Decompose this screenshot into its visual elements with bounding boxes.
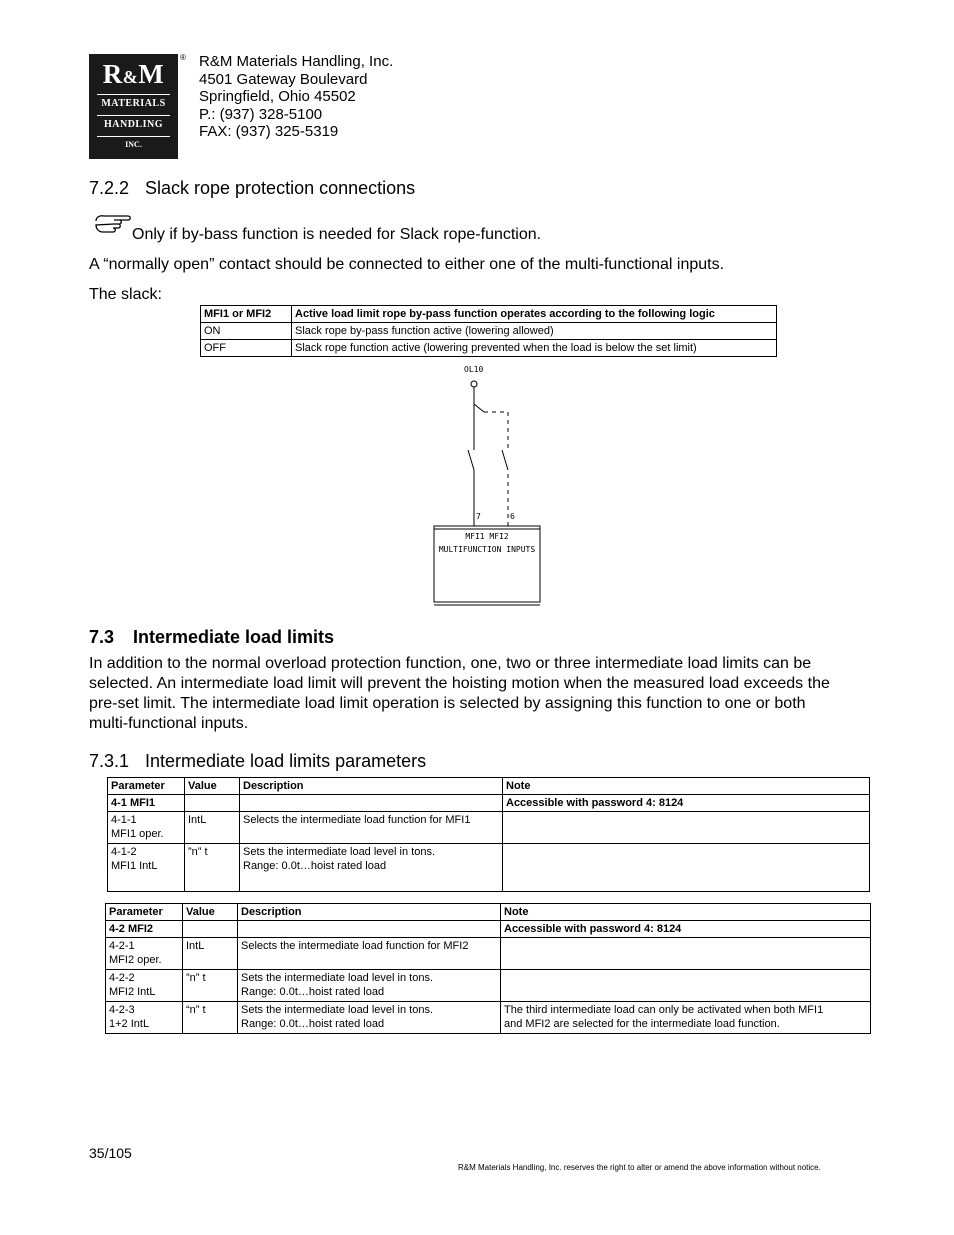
table-cell [503,812,870,844]
registered-mark: ® [180,53,186,62]
footer-notice: R&M Materials Handling, Inc. reserves the right to alter or amend the above information without notice. [458,1163,821,1172]
table-cell: Accessible with password 4: 8124 [501,921,871,938]
table-header-row [106,904,871,921]
section-title: Intermediate load limits parameters [145,751,427,771]
table-cell: Slack rope by-pass function active (lowering allowed) [292,323,777,340]
table-header-row [108,778,870,795]
table-row [106,938,871,970]
param-id: 4-1-1 [111,814,137,826]
logo-inc: INC. [125,140,142,149]
table-cell: Slack rope function active (lowering prevented when the load is below the set limit) [292,340,777,357]
table-cell [106,1002,183,1034]
table-header: Parameter [106,904,183,921]
table-header-row [201,306,777,323]
table-cell: ”n” t [183,970,238,1002]
table-cell [238,1002,501,1034]
logo-materials: MATERIALS [101,98,166,109]
page-number: 35/105 [89,1145,132,1161]
param-name: MFI1 oper. [111,828,164,840]
company-address [199,53,393,141]
paragraph: The slack: [89,286,162,303]
section-title: Intermediate load limits [133,627,335,647]
note-line: and MFI2 are selected for the intermediate load function. [504,1018,780,1030]
table-row [108,795,870,812]
table-header: Note [501,904,871,921]
table-row [201,323,777,340]
table-cell [106,938,183,970]
table-cell [501,938,871,970]
table-row [106,921,871,938]
diagram-label-ol10: OL10 [464,365,484,374]
wiring-diagram [428,362,548,610]
desc-line: Range: 0.0t…hoist rated load [243,860,387,872]
paragraph [89,654,830,734]
address-line: Springfield, Ohio 45502 [199,88,356,105]
table-header: MFI1 or MFI2 [201,306,292,323]
param-id: 4-2-2 [109,972,135,984]
desc-line: Selects the intermediate load function for MFI2 [241,940,469,952]
table-cell [106,970,183,1002]
table-cell: Accessible with password 4: 8124 [503,795,870,812]
table-cell [240,795,503,812]
param-name: MFI1 IntL [111,860,158,872]
table-cell [240,812,503,844]
table-cell [240,844,503,892]
table-cell: 4-2 MFI2 [106,921,183,938]
note-text: Only if by-bass function is needed for Slack rope-function. [132,226,542,243]
table-cell: “n” t [183,1002,238,1034]
note-line: The third intermediate load can only be activated when both MFI1 [504,1004,824,1016]
terminal-label: 7 [476,512,481,521]
desc-line: Sets the intermediate load level in tons. [241,1004,434,1016]
address-line: R&M Materials Handling, Inc. [199,53,394,70]
table-cell [501,970,871,1002]
table-row [108,844,870,892]
paragraph-line: selected. An intermediate load limit will prevent the hoisting motion when the measured load exceeds the [89,675,830,692]
table-cell: IntL [185,812,240,844]
logo-handling: HANDLING [103,119,163,130]
table-cell [185,795,240,812]
box-label: MULTIFUNCTION INPUTS [438,545,536,554]
table-cell [501,1002,871,1034]
table-cell: ”n” t [185,844,240,892]
parameters-table-mfi1 [107,777,870,892]
pointing-hand-icon [94,212,132,234]
table-header: Active load limit rope by-pass function operates according to the following logic [292,306,777,323]
desc-line: Selects the intermediate load function for MFI1 [243,814,471,826]
desc-line: Sets the intermediate load level in tons. [243,846,436,858]
address-line: 4501 Gateway Boulevard [199,70,368,88]
table-row [106,1002,871,1034]
table-header: Description [238,904,501,921]
table-cell [183,921,238,938]
table-header: Value [185,778,240,795]
table-header: Value [183,904,238,921]
address-line: FAX: (937) 325-5319 [199,123,339,140]
table-row [201,340,777,357]
paragraph-line: In addition to the normal overload protection function, one, two or three intermediate load limits can be [89,655,812,672]
desc-line: Range: 0.0t…hoist rated load [241,986,385,998]
box-label: MFI1 MFI2 [465,532,509,541]
table-cell [108,844,185,892]
parameters-table-mfi2 [105,903,871,1034]
switch-link [474,404,484,412]
paragraph-line: pre-set limit. The intermediate load limit operation is selected by assigning this function to one or both [89,695,806,712]
param-id: 4-1-2 [111,846,137,858]
table-header: Note [503,778,870,795]
param-name: 1+2 IntL [109,1018,150,1030]
param-name: MFI2 IntL [109,986,156,998]
desc-line: Range: 0.0t…hoist rated load [241,1018,385,1030]
table-cell: ON [201,323,292,340]
section-number: 7.3.1 [89,751,130,771]
table-header: Description [240,778,503,795]
param-id: 4-2-1 [109,940,135,952]
terminal-label: 6 [510,512,515,521]
terminal-circle [471,381,477,387]
table-row [106,970,871,1002]
table-cell [238,938,501,970]
logo-rm-text: R&M [102,59,165,89]
table-cell [238,921,501,938]
section-title: Slack rope protection connections [145,178,416,198]
table-cell [108,812,185,844]
company-logo [89,54,178,159]
section-number: 7.3 [89,627,115,647]
paragraph-line: multi-functional inputs. [89,715,249,732]
table-cell [503,844,870,892]
section-heading-7-2-2 [89,178,415,199]
table-header: Parameter [108,778,185,795]
address-line: P.: (937) 328-5100 [199,105,323,123]
param-name: MFI2 oper. [109,954,162,966]
section-heading-7-3 [89,627,334,648]
switch-contact-left [468,450,474,470]
desc-line: Sets the intermediate load level in tons. [241,972,434,984]
section-number: 7.2.2 [89,178,130,198]
switch-contact-right [502,450,508,470]
param-id: 4-2-3 [109,1004,135,1016]
table-cell [238,970,501,1002]
paragraph: A “normally open” contact should be connected to either one of the multi-functional inputs. [89,256,725,273]
table-row [108,812,870,844]
table-cell: OFF [201,340,292,357]
slack-logic-table [200,305,777,357]
section-heading-7-3-1 [89,751,426,772]
table-cell: 4-1 MFI1 [108,795,185,812]
table-cell: IntL [183,938,238,970]
